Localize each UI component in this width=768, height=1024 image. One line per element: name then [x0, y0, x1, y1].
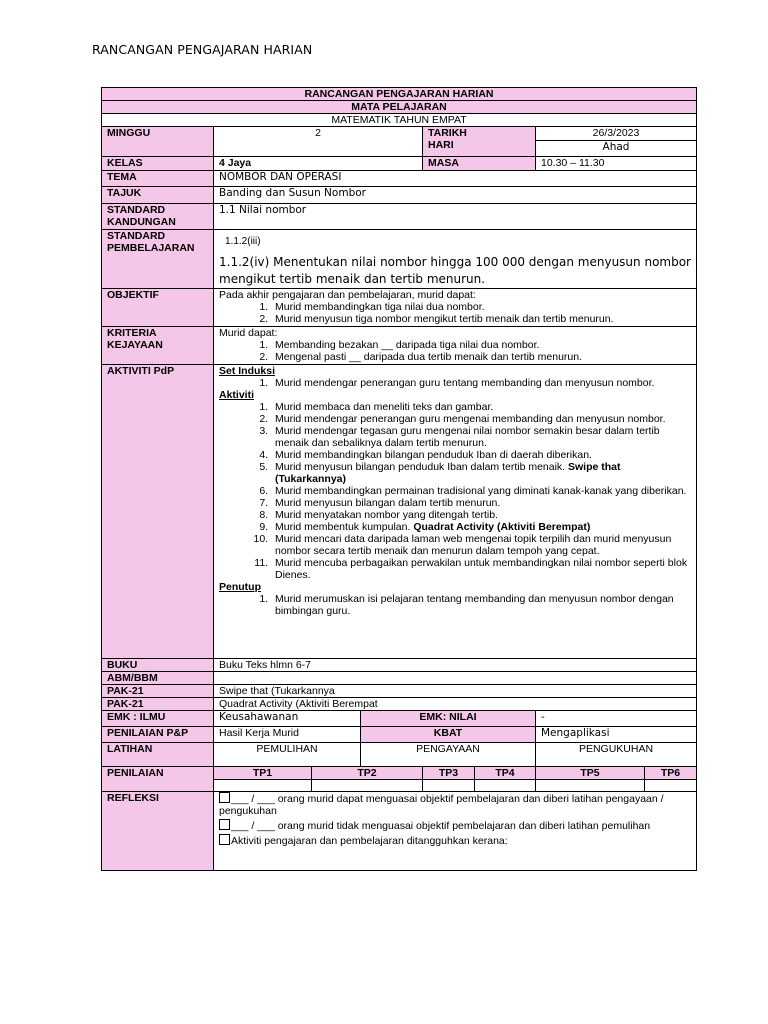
refleksi-line-2: ___ / ___ orang murid tidak menguasai objektif pembelajaran dan diberi latihan pemulihan — [231, 820, 651, 832]
aktiviti-item-text: Murid membandingkan permainan tradisional yang diminati kanak-kanak yang diberikan. — [275, 485, 687, 497]
kriteria-item: 1. Membanding bezakan __ daripada tiga nilai dua nombor. — [271, 339, 691, 351]
tajuk-value: Banding dan Susun Nombor — [214, 187, 697, 204]
kelas-value: 4 Jaya — [214, 157, 423, 171]
abm-value — [214, 672, 697, 685]
tp2-header: TP2 — [312, 767, 423, 780]
aktiviti-item-pak21: Quadrat Activity (Aktiviti Berempat) — [413, 521, 591, 533]
refleksi-line-3: Aktiviti pengajaran dan pembelajaran ditangguhkan kerana: — [231, 835, 508, 847]
tarikh-value: 26/3/2023 — [536, 127, 697, 141]
aktiviti-item — [271, 521, 691, 533]
tp1-cell[interactable] — [214, 780, 312, 792]
pak21-label-2: PAK-21 — [102, 698, 214, 711]
tema-label: TEMA — [102, 171, 214, 187]
emk-nilai-value: - — [536, 711, 697, 727]
tp2-cell[interactable] — [312, 780, 423, 792]
aktiviti-item-text: Murid menyatakan nombor yang ditengah tertib. — [275, 509, 498, 521]
aktiviti-item — [271, 509, 691, 521]
emk-nilai-label: EMK: NILAI — [361, 711, 536, 727]
tp3-cell[interactable] — [423, 780, 475, 792]
aktiviti-value — [214, 365, 697, 659]
set-induksi-heading: Set Induksi — [219, 365, 276, 377]
buku-value: Buku Teks hlmn 6-7 — [214, 659, 697, 672]
aktiviti-item — [271, 401, 691, 413]
set-induksi-list — [219, 377, 691, 389]
standard-kandungan-value: 1.1 Nilai nombor — [214, 204, 697, 230]
aktiviti-item-text: Murid mendengar penerangan guru mengenai membanding dan menyusun nombor. — [275, 413, 666, 425]
tp3-header: TP3 — [423, 767, 475, 780]
aktiviti-item-text: Murid mendengar tegasan guru mengenai nilai nombor semakin besar dalam tertib menaik dan sebaliknya dalam tertib menurun. — [275, 425, 660, 449]
kriteria-value — [214, 327, 697, 365]
penilaian-pp-label: PENILAIAN P&P — [102, 727, 214, 743]
tajuk-label: TAJUK — [102, 187, 214, 204]
lesson-plan-table — [101, 87, 697, 871]
kbat-value: Mengaplikasi — [536, 727, 697, 743]
tp6-cell[interactable] — [645, 780, 697, 792]
buku-label: BUKU — [102, 659, 214, 672]
penutup-list — [219, 593, 691, 617]
abm-label: ABM/BBM — [102, 672, 214, 685]
aktiviti-item-text: Murid membandingkan bilangan penduduk Iban di daerah diberikan. — [275, 449, 592, 461]
subject-name: MATEMATIK TAHUN EMPAT — [102, 114, 697, 127]
title-line-2: MATA PELAJARAN — [102, 101, 697, 114]
objektif-label: OBJEKTIF — [102, 289, 214, 327]
pak21-label-1: PAK-21 — [102, 685, 214, 698]
refleksi-checkbox[interactable] — [219, 834, 230, 845]
aktiviti-item — [271, 533, 691, 557]
aktiviti-item-text: Murid mencari data daripada laman web mengenai topik terpilih dan murid menyusun nombor secara tertib menaik dan menurun dalam tempoh yang cepat. — [275, 533, 672, 557]
aktiviti-item-text: Murid membaca dan meneliti teks dan gambar. — [275, 401, 494, 413]
objektif-list — [219, 301, 691, 325]
minggu-label: MINGGU — [102, 127, 214, 157]
penilaian-pp-value: Hasil Kerja Murid — [214, 727, 361, 743]
pak21-value-2: Quadrat Activity (Aktiviti Berempat — [214, 698, 697, 711]
tema-value: NOMBOR DAN OPERASI — [214, 171, 697, 187]
tp4-cell[interactable] — [475, 780, 536, 792]
aktiviti-item-text: Murid membentuk kumpulan. — [275, 521, 411, 533]
latihan-label: LATIHAN — [102, 743, 214, 767]
aktiviti-heading: Aktiviti — [219, 389, 255, 401]
latihan-pemulihan: PEMULIHAN — [214, 743, 361, 767]
latihan-pengukuhan: PENGUKUHAN — [536, 743, 697, 767]
tarikh-hari-label — [423, 127, 536, 157]
kriteria-intro: Murid dapat: — [219, 327, 278, 339]
aktiviti-item — [271, 557, 691, 581]
emk-ilmu-value: Keusahawanan — [214, 711, 361, 727]
tp4-header: TP4 — [475, 767, 536, 780]
aktiviti-item — [271, 497, 691, 509]
standard-pembelajaran-value — [214, 230, 697, 289]
penutup-heading: Penutup — [219, 581, 261, 593]
refleksi-line-1: ___ / ___ orang murid dapat menguasai objektif pembelajaran dan diberi latihan pengayaan / pengukuhan — [219, 793, 664, 817]
tp1-header: TP1 — [214, 767, 312, 780]
tp5-header: TP5 — [536, 767, 645, 780]
tarikh-label: TARIKH — [428, 127, 467, 139]
aktiviti-label: AKTIVITI PdP — [102, 365, 214, 659]
kbat-label: KBAT — [361, 727, 536, 743]
kriteria-item: 2. Mengenal pasti __ daripada dua tertib menaik dan tertib menurun. — [271, 351, 691, 363]
hari-value: Ahad — [536, 141, 697, 157]
minggu-value: 2 — [214, 127, 423, 157]
aktiviti-item — [271, 485, 691, 497]
objektif-item: 2. Murid menyusun tiga nombor mengikut tertib menaik dan tertib menurun. — [271, 313, 691, 325]
aktiviti-item-pak21: Swipe that (Tukarkannya) — [275, 461, 621, 485]
aktiviti-item-text: Murid menyusun bilangan dalam tertib menurun. — [275, 497, 501, 509]
sp-line-2: 1.1.2(iv) Menentukan nilai nombor hingga 100 000 dengan menyusun nombor mengikut tertib menaik dan tertib menurun. — [219, 255, 691, 286]
hari-label: HARI — [428, 139, 454, 151]
tp5-cell[interactable] — [536, 780, 645, 792]
aktiviti-item — [271, 461, 691, 485]
page-header: RANCANGAN PENGAJARAN HARIAN — [92, 42, 313, 57]
kriteria-label: KRITERIA KEJAYAAN — [102, 327, 214, 365]
aktiviti-item — [271, 449, 691, 461]
refleksi-checkbox[interactable] — [219, 792, 230, 803]
penilaian-label: PENILAIAN — [102, 767, 214, 792]
title-line-1: RANCANGAN PENGAJARAN HARIAN — [102, 88, 697, 101]
objektif-item: 1. Murid membandingkan tiga nilai dua nombor. — [271, 301, 691, 313]
tp6-header: TP6 — [645, 767, 697, 780]
penutup-item: 1. Murid merumuskan isi pelajaran tentang membanding dan menyusun nombor dengan bimbingan guru. — [271, 593, 691, 617]
refleksi-checkbox[interactable] — [219, 819, 230, 830]
set-induksi-item: 1. Murid mendengar penerangan guru tentang membanding dan menyusun nombor. — [271, 377, 691, 389]
refleksi-value — [214, 792, 697, 871]
objektif-value — [214, 289, 697, 327]
standard-kandungan-label: STANDARD KANDUNGAN — [102, 204, 214, 230]
emk-ilmu-label: EMK : ILMU — [102, 711, 214, 727]
sp-line-1: 1.1.2(iii) — [225, 236, 261, 247]
kriteria-list — [219, 339, 691, 363]
kelas-label: KELAS — [102, 157, 214, 171]
refleksi-label: REFLEKSI — [102, 792, 214, 871]
aktiviti-item — [271, 413, 691, 425]
aktiviti-item-text: Murid mencuba perbagaikan perwakilan untuk membandingkan nilai nombor seperti blok Dienes. — [275, 557, 688, 581]
standard-pembelajaran-label: STANDARD PEMBELAJARAN — [102, 230, 214, 289]
objektif-intro: Pada akhir pengajaran dan pembelajaran, murid dapat: — [219, 289, 476, 301]
masa-value: 10.30 – 11.30 — [536, 157, 697, 171]
aktiviti-list — [219, 401, 691, 581]
aktiviti-item-text: Murid menyusun bilangan penduduk Iban dalam tertib menaik. — [275, 461, 566, 473]
masa-label: MASA — [423, 157, 536, 171]
latihan-pengayaan: PENGAYAAN — [361, 743, 536, 767]
aktiviti-item — [271, 425, 691, 449]
pak21-value-1: Swipe that (Tukarkannya — [214, 685, 697, 698]
